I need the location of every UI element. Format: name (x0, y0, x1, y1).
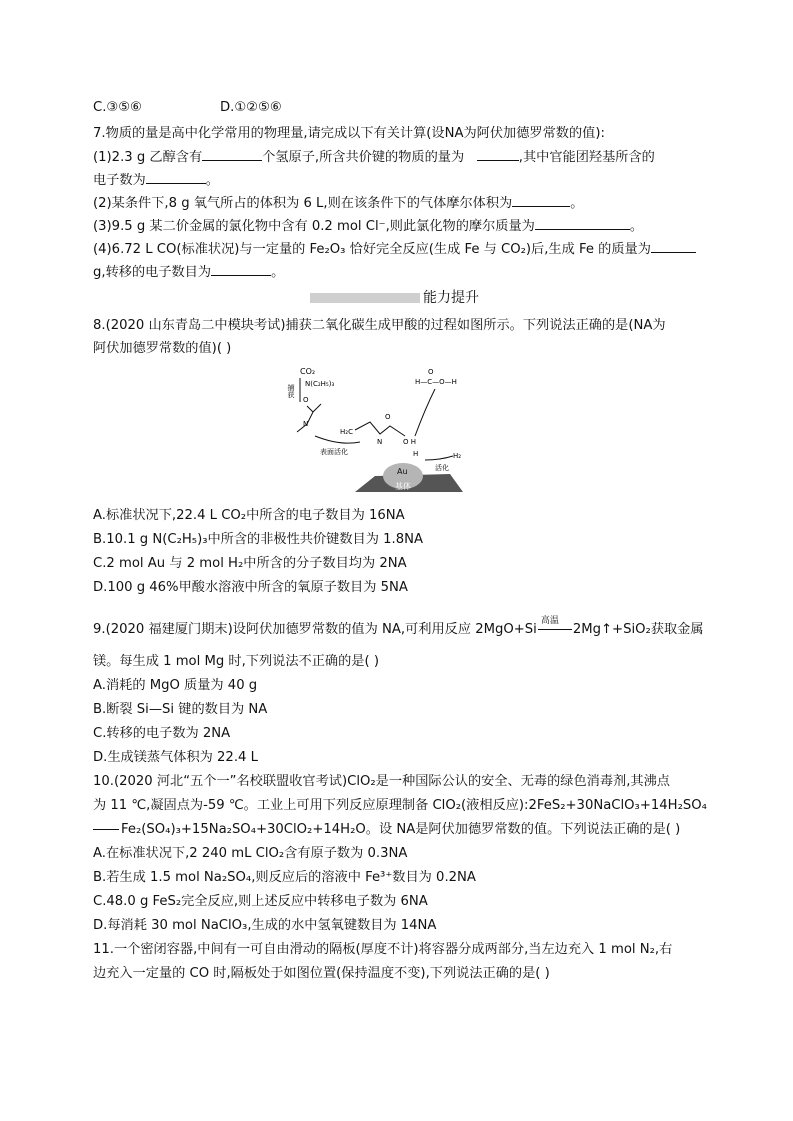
au-label: Au (397, 467, 408, 476)
answer-blank[interactable] (512, 193, 570, 207)
answer-blank[interactable] (202, 147, 262, 161)
nitrogen-label: N (303, 420, 309, 428)
formic-acid-o: O (428, 368, 434, 376)
q9-stem: 9.(2020 福建厦门期末)设阿伏加德罗常数的值为 NA,可利用反应 2MgO+Si 高温 2Mg↑+SiO₂获取金属 (93, 620, 704, 640)
answer-blank[interactable] (535, 216, 630, 230)
capture-label: 捕获 (287, 384, 295, 398)
q9-stem-cont: 镁。每生成 1 mol Mg 时,下列说法不正确的是( ) (93, 654, 379, 669)
q11-stem: 11.一个密闭容器,中间有一可自由滑动的隔板(厚度不计)将容器分成两部分,当左边充入 1 mol N₂,右 (93, 942, 673, 957)
q7-part1-cont: 电子数为 。 (93, 170, 219, 191)
center-h-label: H (413, 450, 419, 458)
q7-part4: (4)6.72 L CO(标准状况)与一定量的 Fe₂O₃ 恰好完全反应(生成 Fe 与 CO₂)后,生成 Fe 的质量为 (93, 239, 696, 260)
q9-option-d: D.生成镁蒸气体积为 22.4 L (93, 750, 258, 765)
q7-stem: 7.物质的量是高中化学常用的物理量,请完成以下有关计算(设NA为阿伏加德罗常数的值): (93, 126, 605, 141)
center-oh-label: O H (403, 438, 416, 446)
answer-blank[interactable] (651, 239, 696, 253)
q8-option-d: D.100 g 46%甲酸水溶液中所含的氧原子数目为 5NA (93, 580, 408, 595)
section-title: 能力提升 (423, 290, 479, 306)
equation-line (93, 829, 119, 830)
q10-option-a: A.在标准状况下,2 240 mL ClO₂含有原子数为 0.3NA (93, 846, 408, 861)
reaction-condition: 高温 (537, 620, 573, 640)
q6-option-d: D.①②⑤⑥ (220, 100, 282, 115)
q9-option-b: B.断裂 Si—Si 键的数目为 NA (93, 702, 268, 717)
answer-blank[interactable] (477, 147, 519, 161)
q10-stem: 10.(2020 河北“五个一”名校联盟收官考试)ClO₂是一种国际公认的安全、无毒的绿色消毒剂,其沸点 (93, 774, 670, 789)
q7-part4-cont: g,转移的电子数目为 。 (93, 262, 284, 283)
answer-blank[interactable] (146, 170, 206, 184)
activation-label: 活化 (435, 464, 449, 472)
q8-stem-cont: 阿伏加德罗常数的值)( ) (93, 341, 232, 356)
formic-acid: H—C—O—H (415, 378, 457, 386)
q6-option-c: C.③⑤⑥ (93, 100, 142, 115)
q7-part3: (3)9.5 g 某二价金属的氯化物中含有 0.2 mol Cl⁻,则此氯化物的摩尔质量为 。 (93, 216, 643, 237)
oxygen-label: O (303, 396, 309, 404)
base-label: 基体 (395, 482, 411, 491)
co2-label: CO₂ (300, 367, 316, 376)
q11-stem-cont: 边充入一定量的 CO 时,隔板处于如图位置(保持温度不变),下列说法正确的是( ) (93, 966, 550, 981)
q8-stem: 8.(2020 山东青岛二中模块考试)捕获二氧化碳生成甲酸的过程如图所示。下列说法正确的是(NA为 (93, 318, 666, 333)
q10-stem-cont2: Fe₂(SO₄)₃+15Na₂SO₄+30ClO₂+14H₂O。设 NA是阿伏加德罗常数的值。下列说法正确的是( ) (93, 820, 680, 840)
h2-label: H₂ (453, 452, 462, 460)
q10-stem-cont: 为 11 ℃,凝固点为-59 ℃。工业上可用下列反应原理制备 ClO₂(液相反应):2FeS₂+30NaClO₃+14H₂SO₄ (93, 798, 707, 813)
center-n-label: N (377, 438, 383, 446)
q10-option-d: D.每消耗 30 mol NaClO₃,生成的水中氢氧键数目为 14NA (93, 918, 437, 933)
q10-option-c: C.48.0 g FeS₂完全反应,则上述反应中转移电子数为 6NA (93, 894, 428, 909)
co2-capture-diagram (285, 364, 470, 494)
amine-label: N(C₂H₅)₃ (305, 380, 335, 388)
section-header (310, 287, 540, 309)
q8-option-a: A.标准状况下,22.4 L CO₂中所含的电子数目为 16NA (93, 508, 405, 523)
q7-part2: (2)某条件下,8 g 氧气所占的体积为 6 L,则在该条件下的气体摩尔体积为 。 (93, 193, 583, 214)
q9-option-a: A.消耗的 MgO 质量为 40 g (93, 678, 258, 693)
answer-blank[interactable] (211, 262, 271, 276)
q8-option-b: B.10.1 g N(C₂H₅)₃中所含的非极性共价键数目为 1.8NA (93, 532, 423, 547)
center-o-label: O (385, 413, 391, 421)
section-bar (310, 293, 420, 303)
q7-part1: (1)2.3 g 乙醇含有 个氢原子,所含共价键的物质的量为 ,其中官能团羟基所含的 (93, 147, 655, 168)
surface-activation-label: 表面活化 (320, 448, 348, 456)
q9-option-c: C.转移的电子数为 2NA (93, 726, 231, 741)
q10-option-b: B.若生成 1.5 mol Na₂SO₄,则反应后的溶液中 Fe³⁺数目为 0.2NA (93, 870, 476, 885)
ch2-label: H₂C (340, 428, 353, 436)
q8-option-c: C.2 mol Au 与 2 mol H₂中所含的分子数目均为 2NA (93, 556, 407, 571)
